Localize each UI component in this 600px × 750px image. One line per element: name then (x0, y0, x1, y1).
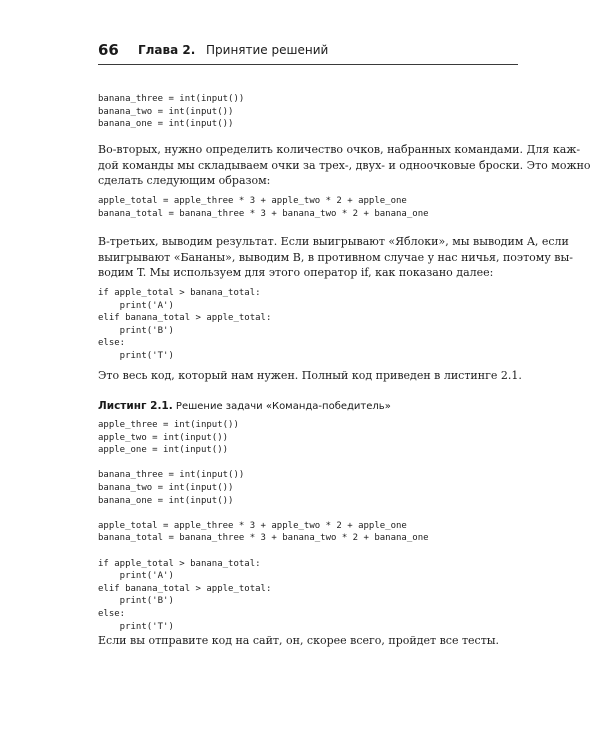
chapter-title: Принятие решений (206, 43, 329, 57)
code-line: apple_total = apple_three * 3 + apple_two * 2 + apple_one (98, 196, 407, 206)
code-line (98, 457, 518, 470)
text-line: сделать следующим образом: (98, 174, 271, 187)
code-block-totals (98, 195, 518, 220)
code-line: apple_total = apple_three * 3 + apple_two * 2 + apple_one (98, 520, 407, 531)
code-line: print('A') (98, 300, 174, 311)
code-line: banana_total = banana_three * 3 + banana_two * 2 + banana_one (98, 208, 429, 219)
code-line: apple_three = int(input()) (98, 420, 239, 430)
paragraph-submit (98, 633, 518, 649)
chapter-label: Глава 2. (138, 43, 196, 57)
page-number: 66 (98, 41, 119, 59)
code-line: print('T') (98, 621, 174, 632)
code-line: banana_two = int(input()) (98, 106, 234, 117)
code-line: banana_one = int(input()) (98, 119, 234, 130)
code-block-banana-inputs (98, 93, 518, 131)
code-line (98, 545, 518, 558)
code-line: print('A') (98, 571, 174, 582)
code-line: banana_one = int(input()) (98, 495, 234, 506)
text-line: В-третьих, выводим результат. Если выигрывают «Яблоки», мы выводим A, если (98, 235, 569, 248)
code-line: else: (98, 608, 126, 619)
code-line: if apple_total > banana_total: (98, 288, 261, 298)
code-line: if apple_total > banana_total: (98, 558, 261, 569)
code-line: apple_two = int(input()) (98, 432, 229, 443)
code-line: print('T') (98, 350, 174, 361)
listing-caption (98, 400, 518, 412)
code-line: banana_three = int(input()) (98, 470, 245, 481)
code-line: banana_two = int(input()) (98, 482, 234, 493)
code-line: print('B') (98, 596, 174, 607)
code-line (98, 507, 518, 520)
code-line: elif banana_total > apple_total: (98, 583, 272, 594)
paragraph-full-code (98, 368, 522, 384)
code-block-if-statement (98, 287, 518, 363)
page-header (98, 40, 518, 65)
text-line: Это весь код, который нам нужен. Полный код приведен в листинге 2.1. (98, 369, 522, 382)
paragraph-compute-totals (98, 142, 591, 189)
code-line: apple_one = int(input()) (98, 445, 229, 456)
code-line: banana_total = banana_three * 3 + banana_two * 2 + banana_one (98, 533, 429, 544)
text-line: Во-вторых, нужно определить количество очков, набранных командами. Для каж- (98, 143, 581, 156)
paragraph-output-result (98, 234, 573, 281)
listing-label: Листинг 2.1. (98, 400, 173, 412)
listing-title: Решение задачи «Команда-победитель» (175, 401, 391, 412)
text-line: дой команды мы складываем очки за трех-, двух- и одноочковые броски. Это можно (98, 158, 591, 172)
code-line: else: (98, 338, 126, 349)
text-line: Если вы отправите код на сайт, он, скорее всего, пройдет все тесты. (98, 634, 500, 647)
code-line: banana_three = int(input()) (98, 94, 245, 104)
code-line: elif banana_total > apple_total: (98, 313, 272, 324)
text-line: выигрывают «Бананы», выводим B, в противном случае у нас ничья, поэтому вы- (98, 250, 573, 264)
code-listing-2-1 (98, 419, 518, 633)
code-line: print('B') (98, 325, 174, 336)
text-line: водим T. Мы используем для этого оператор if, как показано далее: (98, 266, 494, 279)
